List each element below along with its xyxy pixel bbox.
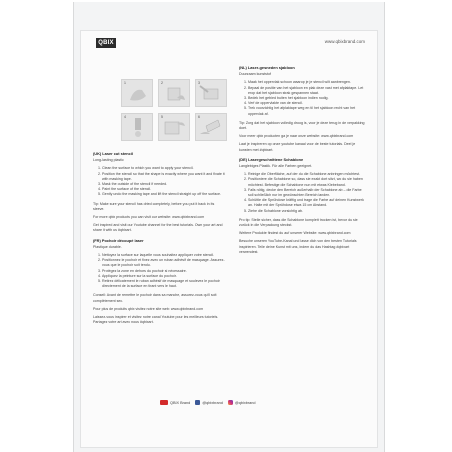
uk-inspire: Get inspired and visit our Youtube channel for the best tutorials. Own your art and share it with us #qbixart. [93,223,223,233]
social-links [160,400,284,410]
uk-step: 2. Position the stencil so that the shape is exactly where you want it and fixate it with masking tape. [102,172,225,182]
fr-steps-list [93,253,225,289]
fr-step: 5. Retirez délicatement le ruban adhésif de masquage et soulevez le pochoir directement de la surface en tirant vers le haut. [102,279,225,289]
nl-tip: Tip: Zorg dat het sjabloon volledig droog is, voor je deze terug in de verpakking doet. [239,120,365,131]
uk-section-title: (UK) Laser cut stencil [93,151,133,156]
fr-tip: Conseil: Avant de remettre le pochoir dans sa manche, assurez-vous qu'il soit complètement sec. [93,293,217,303]
left-column [93,79,225,328]
de-step: 5. Ziehe die Schablone vorsichtig ab. [248,209,367,214]
fr-inspire: Laissez-vous inspirer et visitez notre canal Youtube pour les meilleurs tutoriels. Partagez votre art avec nous #qbixart. [93,315,219,325]
removing-tape-icon [159,114,189,140]
uk-tip: Tip: Make sure your stencil has dried completely, before you put it back in its sleeve. [93,201,215,211]
de-inspire: Besuche unseren YouTube-Kanal und lasse dich von den besten Tutorials inspirieren. Teile deine Kunst mit uns, indem du das Hashtag #qbixart verwendest. [239,239,357,254]
qbix-logo: QBIX [96,38,116,48]
sheet-header [81,31,377,53]
fr-more-products: Pour plus de produits qbix visitez notre site web: www.qbixbrand.com [93,306,204,311]
nl-step: 5. Trek voorzichtig het afplaktape weg en til het sjabloon recht van het oppervlak af. [248,106,367,116]
spray-paint-icon [122,114,152,140]
nl-step: 2. Bepaal de positie van het sjabloon en plak deze vast met afplaktape. Let erop dat het sjabloon strak gespannen staat. [248,86,367,96]
de-subtitle: Langlebiges Plastik. Für alle Farben geeignet. [239,164,313,169]
uk-subtitle: Long-lasting plastic [93,158,124,163]
nl-inspire: Laat je inspireren op onze youtube kanaal voor de beste tutorials. Deel je kunsten met #qbixart. [239,142,356,152]
fr-step: 2. Positionnez le pochoir et fixez avec un ruban adhésif de masquage. Assurez-vous que le pochoir soit tendu. [102,258,225,268]
step-illustration-1: 1 [121,79,153,107]
instruction-sheet [80,30,378,448]
instagram-handle: @qbixbrand [234,400,256,405]
hand-wiping-icon [122,80,152,106]
fr-subtitle: Plastique durable. [93,244,122,249]
website-url: www.qbixbrand.com [324,39,365,44]
youtube-icon [160,400,168,405]
de-step: 4. Schüttle die Sprühdose kräftig und trage die Farbe auf deinen Kunstwerk an. Halte mit der Sprühdose etwa 15 cm Abstand. [248,198,367,208]
facebook-handle: @qbixbrand [202,400,223,405]
uk-step: 5. Gently undo the masking tape and lift the stencil straight up off the surface. [102,192,225,197]
uk-more-products: For more qbix products you can visit our website: www.qbixbrand.com [93,215,205,220]
masking-icon [196,80,226,106]
stencil-taping-icon [159,80,189,106]
uk-step: 3. Mask the outside of the stencil if needed. [102,182,225,187]
uk-steps-list [93,166,225,197]
step-illustration-3: 3 [195,79,227,107]
nl-section-title: (NL) Laser-gesneden sjabloon [239,65,295,70]
de-more-products: Weitere Produkte findest du auf unserer Website: www.qbixbrand.com [239,231,351,236]
de-steps-list [239,172,367,214]
right-column [239,61,367,258]
fr-section-title: (FR) Pochoir découpé laser [93,237,144,243]
uk-step: 1. Clean the surface to which you want to apply your stencil. [102,166,225,171]
nl-step: 1. Maak het oppervlak schoon waarop je je stencil wilt aanbrengen. [248,80,367,85]
fr-step: 4. Appliquez la peinture sur la surface du pochoir. [102,274,225,279]
nl-subtitle: Duurzaam kunststof [239,72,271,77]
fr-step: 3. Protégez la zone en dehors du pochoir si nécessaire. [102,269,225,274]
step-illustration-6: 6 [195,113,227,141]
nl-more-products: Voor meer qbix producten ga je naar onze website: www.qbixbrand.com [239,134,354,139]
lifting-stencil-icon [196,114,226,140]
de-step: 2. Positioniere die Schablone so, dass sie exakt dort sitzt, wo du sie haben möchtest. Befestige die Schablone nun mit etwas Klebeband. [248,177,367,187]
de-step: 3. Falls nötig, decke den Bereich außerhalb der Schablone ab – die Farbe soll schließlich nur im gewünschten Bereich landen. [248,188,367,198]
instagram-icon [228,400,233,405]
youtube-handle: QBIX Brand [170,400,191,405]
de-tip: Pro tip: Stelle sicher, dass die Schablone komplett trocken ist, bevor du sie zurück in die Verpackung steckst. [239,217,358,228]
step-illustration-4: 4 [121,113,153,141]
step-illustration-5: 5 [158,113,190,141]
fr-step: 1. Nettoyez la surface sur laquelle vous souhaitez appliquer votre stencil. [102,253,225,258]
nl-step: 3. Bedek het gebied buiten het sjabloon indien nodig. [248,96,367,101]
nl-step: 4. Verf de oppervlakte van de stencil. [248,101,367,106]
step-illustration-2: 2 [158,79,190,107]
facebook-icon [195,400,200,405]
nl-steps-list [239,80,367,116]
de-section-title: (DE) Lasergeschnittene Schablone [239,156,304,162]
de-step: 1. Reinige die Oberfläche, auf der du die Schablone anbringen möchtest. [248,172,367,177]
instruction-illustrations [121,79,225,141]
uk-step: 4. Paint the surface of the stencil. [102,187,225,192]
